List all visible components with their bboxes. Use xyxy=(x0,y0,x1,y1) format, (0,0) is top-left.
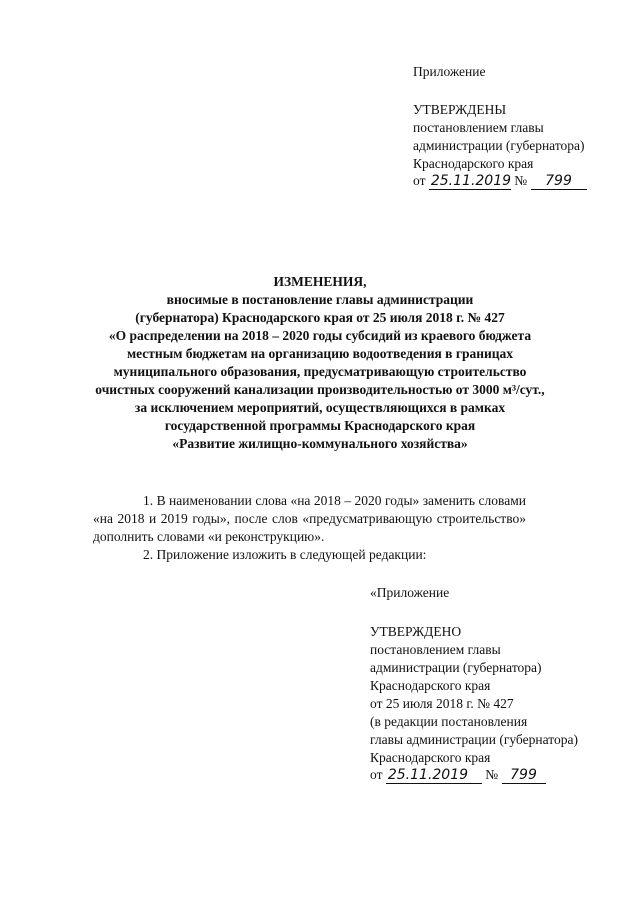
title-line-2: (губернатора) Краснодарского края от 25 июля 2018 г. № 427 xyxy=(135,310,505,325)
title-line-3: «О распределении на 2018 – 2020 годы субсидий из краевого бюджета xyxy=(108,328,532,343)
new-appendix-label: «Приложение xyxy=(370,585,450,600)
new-approval-line-7: Краснодарского края xyxy=(370,750,491,765)
paragraph-1-line-1: 1. В наименовании слова «на 2018 – 2020 годы» заменить словами xyxy=(143,493,526,508)
new-approved-label: УТВЕРЖДЕНО xyxy=(370,624,462,639)
title-line-5: муниципального образования, предусматривающую строительство xyxy=(113,364,527,379)
new-handwritten-number: 799 xyxy=(502,768,546,784)
number-prefix: № xyxy=(514,173,528,188)
new-approval-date-line xyxy=(370,766,546,784)
paragraph-1-line-3: дополнить словами «и реконструкцию». xyxy=(93,529,325,544)
appendix-label: Приложение xyxy=(413,64,486,79)
title-line-4: местным бюджетам на организацию водоотведения в границах xyxy=(126,346,514,361)
handwritten-number: 799 xyxy=(531,174,587,190)
title-line-8: государственной программы Краснодарского края xyxy=(164,418,476,433)
new-number-prefix: № xyxy=(485,767,499,782)
document-heading: ИЗМЕНЕНИЯ, xyxy=(273,274,367,289)
title-line-9: «Развитие жилищно-коммунального хозяйства» xyxy=(172,436,468,451)
new-handwritten-date: 25.11.2019 xyxy=(386,768,482,784)
new-approval-line-4: от 25 июля 2018 г. № 427 xyxy=(370,696,514,711)
new-approval-line-6: главы администрации (губернатора) xyxy=(370,732,578,747)
approval-line-2: администрации (губернатора) xyxy=(413,138,585,153)
new-approval-line-5: (в редакции постановления xyxy=(370,714,528,729)
paragraph-1-line-2: «на 2018 и 2019 годы», после слов «предусматривающую строительство» xyxy=(93,511,526,526)
approved-label: УТВЕРЖДЕНЫ xyxy=(413,102,507,117)
new-date-prefix: от xyxy=(370,767,383,782)
approval-date-line xyxy=(413,172,587,190)
approval-line-3: Краснодарского края xyxy=(413,156,534,171)
new-approval-line-3: Краснодарского края xyxy=(370,678,491,693)
title-line-7: за исключением мероприятий, осуществляющихся в рамках xyxy=(134,400,506,415)
handwritten-date: 25.11.2019 xyxy=(430,173,512,189)
new-approval-line-1: постановлением главы xyxy=(370,642,501,657)
approval-line-1: постановлением главы xyxy=(413,120,544,135)
title-line-1: вносимые в постановление главы администрации xyxy=(166,292,474,307)
paragraph-2: 2. Приложение изложить в следующей редакции: xyxy=(143,547,427,562)
new-approval-line-2: администрации (губернатора) xyxy=(370,660,542,675)
date-prefix: от xyxy=(413,173,426,188)
title-line-6: очистных сооружений канализации производительностью от 3000 м³/сут., xyxy=(95,382,545,397)
